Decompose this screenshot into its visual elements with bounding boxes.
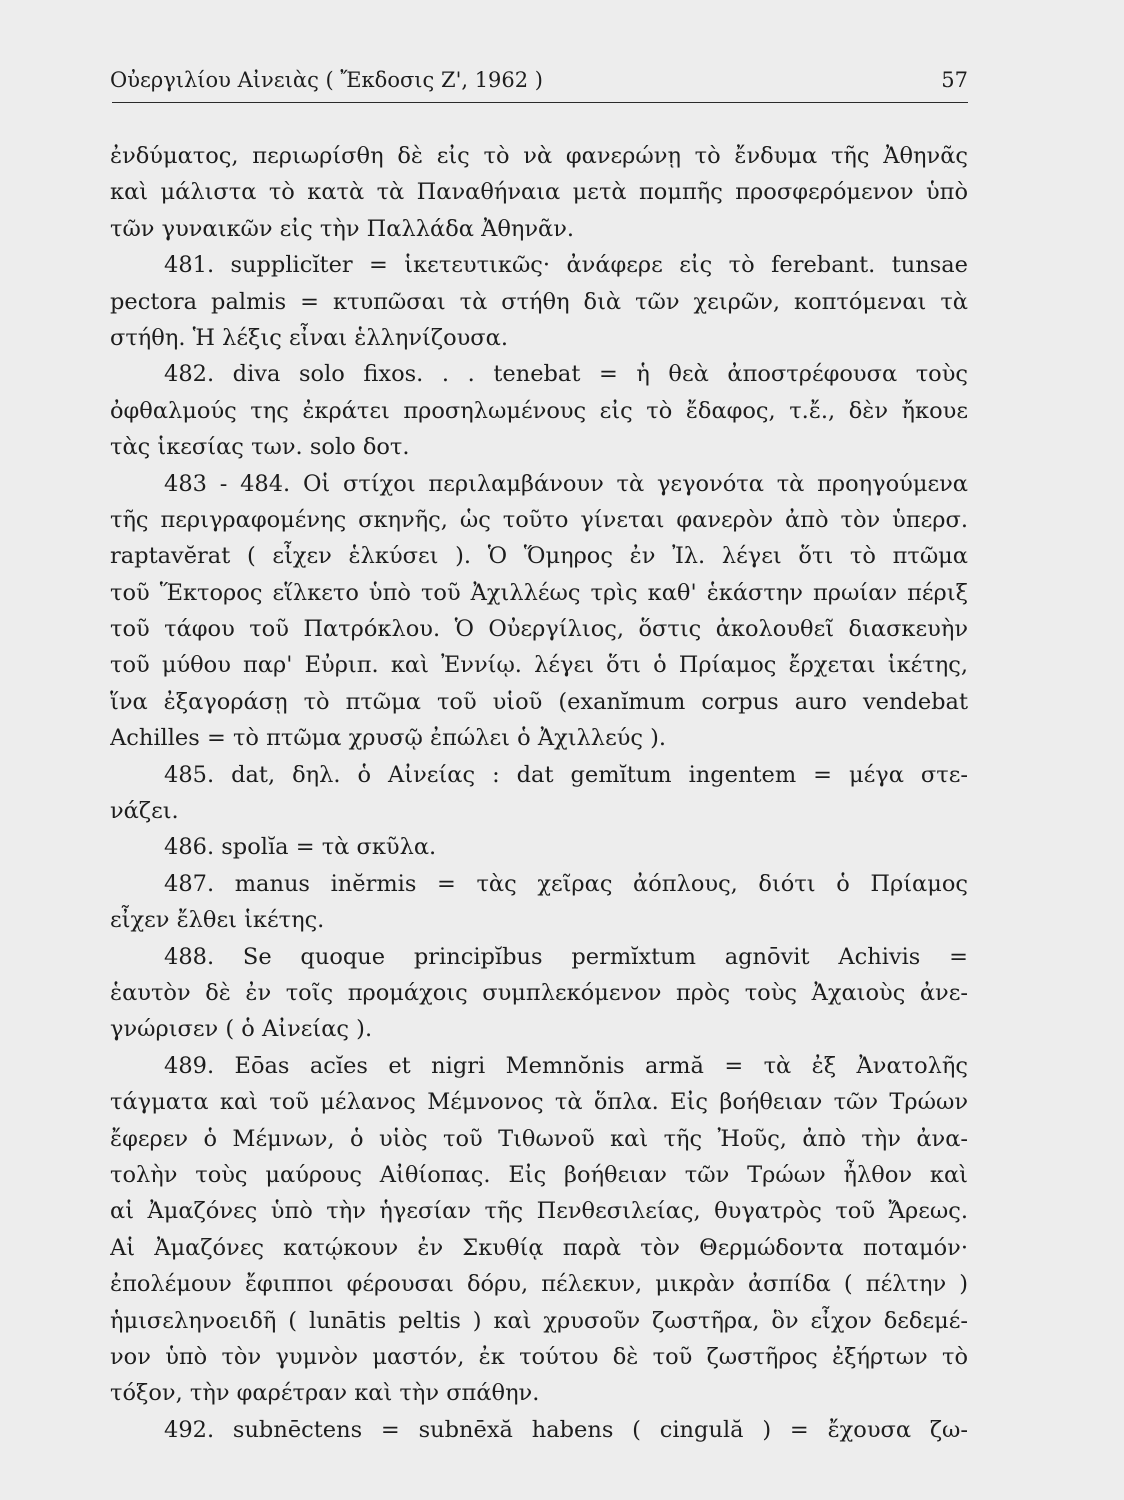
text-line: 482. diva solo fixos. . . tenebat = ἡ θεὰ ἀποστρέφουσα τοὺς xyxy=(164,361,968,388)
text-line: τῶν γυναικῶν εἰς τὴν Παλλάδα Ἀθηνᾶν. xyxy=(110,215,575,242)
text-line: τῆς περιγραφομένης σκηνῆς, ὡς τοῦτο γίνεται φανερὸν ἀπὸ τὸν ὑπερσ. xyxy=(110,506,968,533)
text-line: Achilles = τὸ πτῶμα χρυσῷ ἐπώλει ὁ Ἀχιλλεύς ). xyxy=(110,725,667,752)
text-line: ἐνδύματος, περιωρίσθη δὲ εἰς τὸ νὰ φανερώνῃ τὸ ἔνδυμα τῆς Ἀθηνᾶς xyxy=(110,143,968,169)
text-line: pectora palmis = κτυπῶσαι τὰ στήθη διὰ τῶν χειρῶν, κοπτόμεναι τὰ xyxy=(110,288,968,315)
text-line: αἱ Ἀμαζόνες ὑπὸ τὴν ἡγεσίαν τῆς Πενθεσιλείας, θυγατρὸς τοῦ Ἄρεως. xyxy=(110,1198,968,1225)
text-line: γνώρισεν ( ὁ Αἰνείας ). xyxy=(110,1016,373,1043)
text-line: ἑαυτὸν δὲ ἐν τοῖς προμάχοις συμπλεκόμενον πρὸς τοὺς Ἀχαιοὺς ἀνε- xyxy=(110,979,968,1006)
text-line: ἐπολέμουν ἔφιπποι φέρουσαι δόρυ, πέλεκυν, μικρὰν ἀσπίδα ( πέλτην ) xyxy=(110,1271,968,1298)
text-line: τοῦ μύθου παρ' Εὐριπ. καὶ Ἐννίῳ. λέγει ὅτι ὁ Πρίαμος ἔρχεται ἱκέτης, xyxy=(110,652,968,679)
text-line: 487. manus inĕrmis = τὰς χεῖρας ἀόπλους, διότι ὁ Πρίαμος xyxy=(164,870,968,897)
text-line: 489. Eōas acĭes et nigri Memnŏnis armă = τὰ ἐξ Ἀνατολῆς xyxy=(164,1052,968,1079)
text-line: ἡμισεληνοειδῆ ( lunātis peltis ) καὶ χρυσοῦν ζωστῆρα, ὃν εἶχον δεδεμέ- xyxy=(110,1307,968,1334)
text-line: raptavĕrat ( εἶχεν ἑλκύσει ). Ὁ Ὅμηρος ἐν Ἰλ. λέγει ὅτι τὸ πτῶμα xyxy=(110,543,968,570)
text-line: τόξον, τὴν φαρέτραν καὶ τὴν σπάθην. xyxy=(110,1380,540,1407)
text-line: ἵνα ἐξαγοράσῃ τὸ πτῶμα τοῦ υἱοῦ (exanĭmum corpus auro vendebat xyxy=(110,688,968,715)
text-line: τοῦ τάφου τοῦ Πατρόκλου. Ὁ Οὐεργίλιος, ὅστις ἀκολουθεῖ διασκευὴν xyxy=(110,616,968,643)
header-rule xyxy=(112,102,968,103)
text-line: 483 - 484. Οἱ στίχοι περιλαμβάνουν τὰ γεγονότα τὰ προηγούμενα xyxy=(164,470,968,497)
text-line: τὰς ἱκεσίας των. solo δοτ. xyxy=(110,434,410,461)
text-line: Αἱ Ἀμαζόνες κατῴκουν ἐν Σκυθίᾳ παρὰ τὸν Θερμώδοντα ποταμόν· xyxy=(110,1234,968,1261)
header-title: Οὐεργιλίου Αἰνειὰς ( Ἔκδοσις Ζ', 1962 ) xyxy=(110,68,544,92)
text-line: εἶχεν ἔλθει ἱκέτης. xyxy=(110,907,325,934)
text-line: 486. spolĭa = τὰ σκῦλα. xyxy=(164,834,437,861)
text-line: 485. dat, δηλ. ὁ Αἰνείας : dat gemĭtum ingentem = μέγα στε- xyxy=(164,761,968,788)
text-line: τολὴν τοὺς μαύρους Αἰθίοπας. Εἰς βοήθειαν τῶν Τρώων ἦλθον καὶ xyxy=(110,1161,968,1188)
text-line: νάζει. xyxy=(110,798,179,825)
text-line: 492. subnēctens = subnēxă habens ( cingulă ) = ἔχουσα ζω- xyxy=(164,1416,968,1443)
text-line: ὀφθαλμούς της ἐκράτει προσηλωμένους εἰς τὸ ἔδαφος, τ.ἔ., δὲν ἤκουε xyxy=(110,397,968,424)
page-number: 57 xyxy=(941,68,968,92)
text-line: νον ὑπὸ τὸν γυμνὸν μαστόν, ἐκ τούτου δὲ τοῦ ζωστῆρος ἐξήρτων τὸ xyxy=(110,1343,968,1370)
text-line: ἔφερεν ὁ Μέμνων, ὁ υἱὸς τοῦ Τιθωνοῦ καὶ τῆς Ἠοῦς, ἀπὸ τὴν ἀνα- xyxy=(110,1125,968,1152)
text-line: στήθη. Ἡ λέξις εἶναι ἑλληνίζουσα. xyxy=(110,324,509,351)
text-line: 488. Se quoque principĭbus permĭxtum agnōvit Achivis = xyxy=(164,943,968,970)
text-line: 481. supplicĭter = ἱκετευτικῶς· ἀνάφερε εἰς τὸ ferebant. tunsae xyxy=(164,252,968,279)
text-line: καὶ μάλιστα τὸ κατὰ τὰ Παναθήναια μετὰ πομπῆς προσφερόμενον ὑπὸ xyxy=(110,179,968,206)
commentary-text xyxy=(110,138,968,1448)
text-line: τοῦ Ἕκτορος εἵλκετο ὑπὸ τοῦ Ἀχιλλέως τρὶς καθ' ἑκάστην πρωίαν πέριξ xyxy=(110,579,968,606)
text-line: τάγματα καὶ τοῦ μέλανος Μέμνονος τὰ ὅπλα. Εἰς βοήθειαν τῶν Τρώων xyxy=(110,1089,968,1116)
